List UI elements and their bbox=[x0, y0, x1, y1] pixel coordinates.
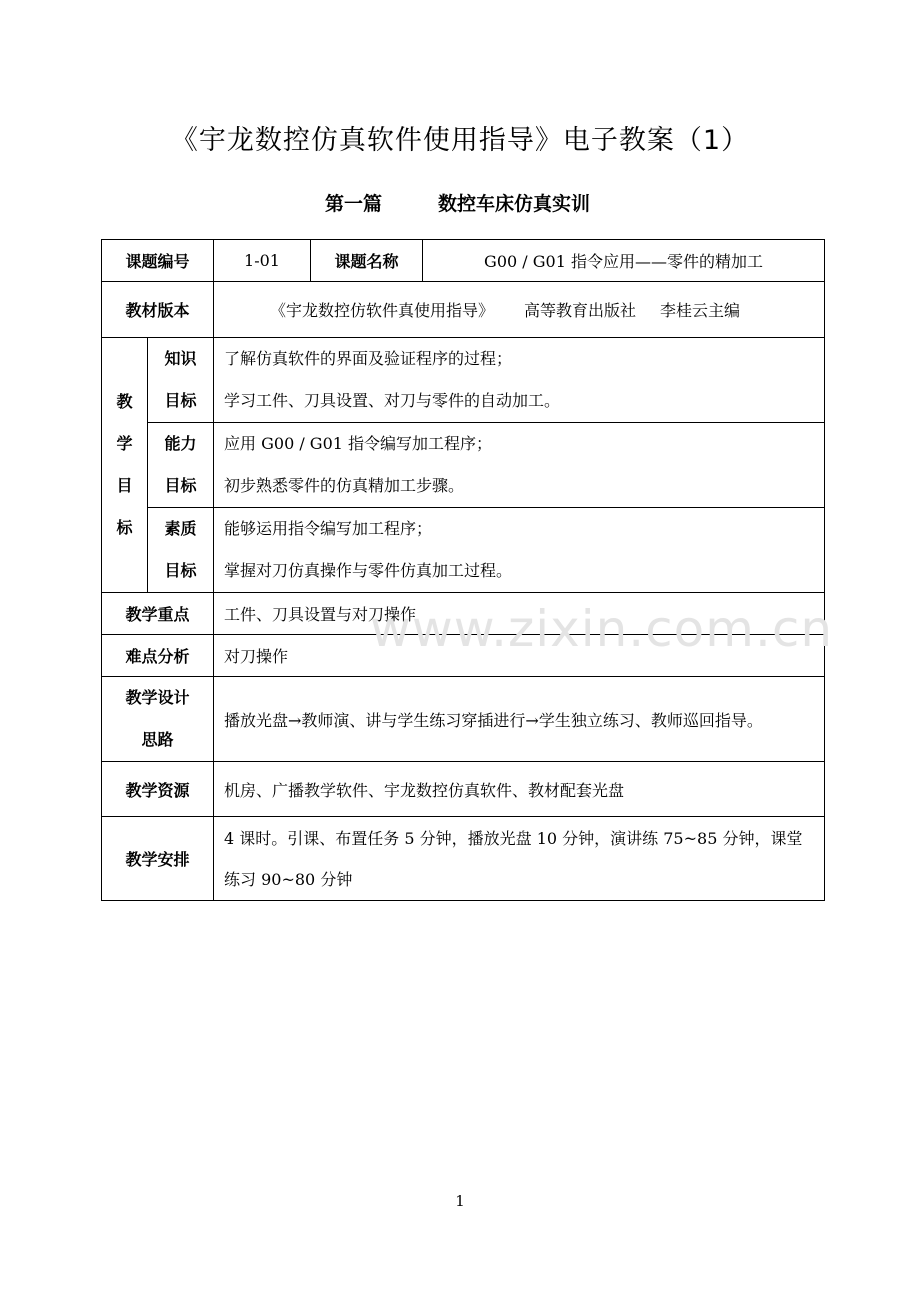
document-title: 《宇龙数控仿真软件使用指导》电子教案（1） bbox=[170, 125, 750, 156]
textbook-publisher: 高等教育出版社 bbox=[524, 301, 637, 320]
difficulty-label: 难点分析 bbox=[102, 635, 214, 677]
row-resources bbox=[102, 762, 825, 817]
textbook-editor: 李桂云主编 bbox=[660, 301, 741, 320]
row-schedule bbox=[102, 817, 825, 901]
objective-ability-label: 能力 目标 bbox=[148, 423, 214, 508]
objective-quality-text: 能够运用指令编写加工程序； 掌握对刀仿真操作与零件仿真加工过程。 bbox=[214, 508, 825, 593]
row-textbook bbox=[102, 282, 825, 338]
textbook-value bbox=[214, 282, 825, 338]
objective-ability-text: 应用 G00 / G01 指令编写加工程序； 初步熟悉零件的仿真精加工步骤。 bbox=[214, 423, 825, 508]
row-design bbox=[102, 677, 825, 762]
topic-name-value: G00 / G01 指令应用——零件的精加工 bbox=[423, 240, 825, 282]
row-difficulty bbox=[102, 635, 825, 677]
page-number: 1 bbox=[455, 1192, 465, 1210]
watermark: www.zixin.com.cn bbox=[370, 600, 834, 658]
objective-quality-label: 素质 目标 bbox=[148, 508, 214, 593]
textbook-label: 教材版本 bbox=[102, 282, 214, 338]
objective-knowledge-label: 知识 目标 bbox=[148, 338, 214, 423]
key-points-label: 教学重点 bbox=[102, 593, 214, 635]
schedule-value: 4 课时。引课、布置任务 5 分钟，播放光盘 10 分钟，演讲练 75~85 分钟，课堂练习 90~80 分钟 bbox=[214, 817, 825, 901]
difficulty-value: 对刀操作 bbox=[214, 635, 825, 677]
topic-number-value: 1-01 bbox=[214, 240, 311, 282]
row-objective-knowledge bbox=[102, 338, 825, 423]
row-objective-quality bbox=[102, 508, 825, 593]
schedule-label: 教学安排 bbox=[102, 817, 214, 901]
resources-label: 教学资源 bbox=[102, 762, 214, 817]
section-heading bbox=[0, 189, 920, 219]
row-topic bbox=[102, 240, 825, 282]
textbook-book: 《宇龙数控仿软件真使用指导》 bbox=[270, 301, 495, 320]
part-name: 数控车床仿真实训 bbox=[438, 193, 591, 215]
resources-value: 机房、广播教学软件、宇龙数控仿真软件、教材配套光盘 bbox=[214, 762, 825, 817]
design-value: 播放光盘→教师演、讲与学生练习穿插进行→学生独立练习、教师巡回指导。 bbox=[214, 677, 825, 762]
row-key-points bbox=[102, 593, 825, 635]
topic-name-label: 课题名称 bbox=[311, 240, 423, 282]
objective-knowledge-text: 了解仿真软件的界面及验证程序的过程； 学习工件、刀具设置、对刀与零件的自动加工。 bbox=[214, 338, 825, 423]
lesson-plan-table bbox=[101, 239, 825, 901]
key-points-value: 工件、刀具设置与对刀操作 bbox=[214, 593, 825, 635]
topic-number-label: 课题编号 bbox=[102, 240, 214, 282]
part-label: 第一篇 bbox=[325, 193, 383, 215]
design-label: 教学设计 思路 bbox=[102, 677, 214, 762]
row-objective-ability bbox=[102, 423, 825, 508]
objectives-label: 教 学 目 标 bbox=[102, 338, 148, 593]
